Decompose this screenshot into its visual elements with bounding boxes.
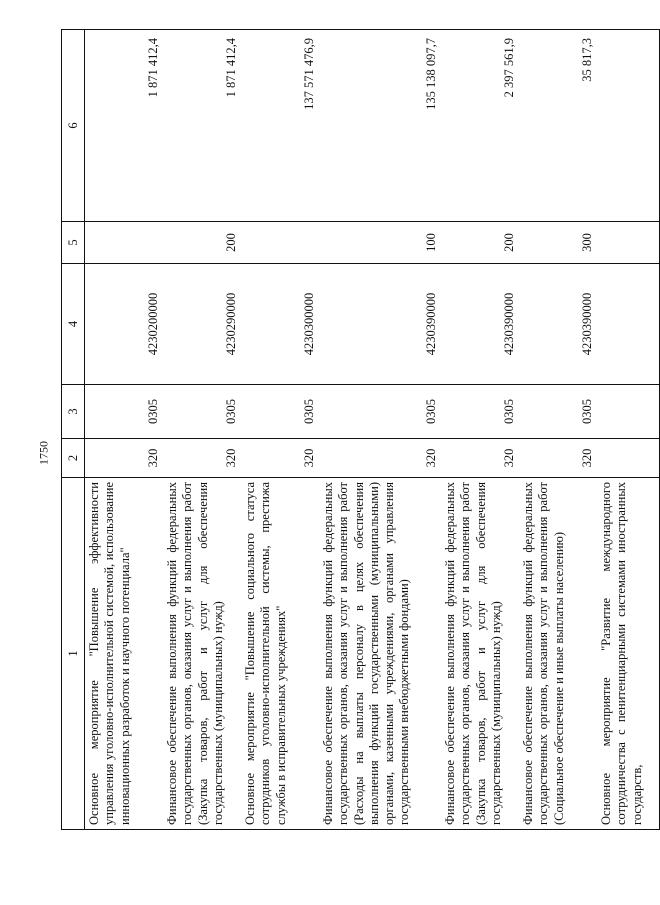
row-target-code: 4230200000 [85, 264, 164, 385]
page-number: 1750 [36, 441, 51, 465]
header-cell-5: 5 [62, 222, 85, 264]
row-ministry-code [597, 439, 660, 478]
row-expense-type: 300 [519, 222, 597, 264]
row-name: Финансовое обеспечение выполнения функций федеральных государственных органов, оказания услуг и выполнения работ (Закупка товаров, работ и услуг для обеспечения государственных (муниципальных) нужд) [441, 478, 519, 830]
budget-table [61, 29, 660, 830]
row-section-code: 0305 [441, 385, 519, 439]
row-expense-type [597, 222, 660, 264]
row-expense-type: 200 [441, 222, 519, 264]
row-ministry-code: 320 [163, 439, 241, 478]
table-row [319, 30, 441, 830]
row-target-code: 4230390000 [319, 264, 441, 385]
table-row [85, 30, 164, 830]
row-ministry-code: 320 [441, 439, 519, 478]
row-section-code: 0305 [319, 385, 441, 439]
row-section-code [597, 385, 660, 439]
table-row [597, 30, 660, 830]
row-target-code: 4230390000 [519, 264, 597, 385]
header-cell-4: 4 [62, 264, 85, 385]
row-section-code: 0305 [519, 385, 597, 439]
row-ministry-code: 320 [85, 439, 164, 478]
table-row [441, 30, 519, 830]
row-expense-type: 200 [163, 222, 241, 264]
header-cell-6: 6 [62, 30, 85, 222]
table-row [241, 30, 319, 830]
row-name: Основное мероприятие "Повышение социального статуса сотрудников уголовно-исполнительной системы, престижа службы в исправительных учреждениях" [241, 478, 319, 830]
row-expense-type: 100 [319, 222, 441, 264]
row-amount: 35 817,3 [519, 30, 597, 222]
row-expense-type [85, 222, 164, 264]
row-amount: 135 138 097,7 [319, 30, 441, 222]
row-amount: 1 871 412,4 [163, 30, 241, 222]
row-ministry-code: 320 [519, 439, 597, 478]
row-target-code: 4230290000 [163, 264, 241, 385]
row-amount: 2 397 561,9 [441, 30, 519, 222]
row-ministry-code: 320 [241, 439, 319, 478]
row-ministry-code: 320 [319, 439, 441, 478]
row-name: Основное мероприятие "Развитие международного сотрудничества с пенитенциарными системами иностранных государств, [597, 478, 660, 830]
row-section-code: 0305 [241, 385, 319, 439]
table-row [163, 30, 241, 830]
row-amount: 137 571 476,9 [241, 30, 319, 222]
row-expense-type [241, 222, 319, 264]
row-name: Финансовое обеспечение выполнения функций федеральных государственных органов, оказания услуг и выполнения работ (Закупка товаров, работ и услуг для обеспечения государственных (муниципальных) нужд) [163, 478, 241, 830]
row-amount [597, 30, 660, 222]
row-name: Финансовое обеспечение выполнения функций федеральных государственных органов, оказания услуг и выполнения работ (Социальное обеспечение и иные выплаты населению) [519, 478, 597, 830]
row-name: Финансовое обеспечение выполнения функций федеральных государственных органов, оказания услуг и выполнения работ (Расходы на выплаты персоналу в целях обеспечения выполнения функций государственными (муниципальными) органами, казенными учреждениями, органами управления государственными внебюджетными фондами) [319, 478, 441, 830]
rotated-page-content [61, 30, 644, 830]
row-amount: 1 871 412,4 [85, 30, 164, 222]
header-row [62, 30, 85, 830]
row-target-code [597, 264, 660, 385]
row-section-code: 0305 [163, 385, 241, 439]
row-name: Основное мероприятие "Повышение эффективности управления уголовно-исполнительной системой, использование инновационных разработок и научного потенциала" [85, 478, 164, 830]
header-cell-3: 3 [62, 385, 85, 439]
row-target-code: 4230390000 [441, 264, 519, 385]
row-target-code: 4230300000 [241, 264, 319, 385]
table-row [519, 30, 597, 830]
header-cell-2: 2 [62, 439, 85, 478]
row-section-code: 0305 [85, 385, 164, 439]
header-cell-1: 1 [62, 478, 85, 830]
